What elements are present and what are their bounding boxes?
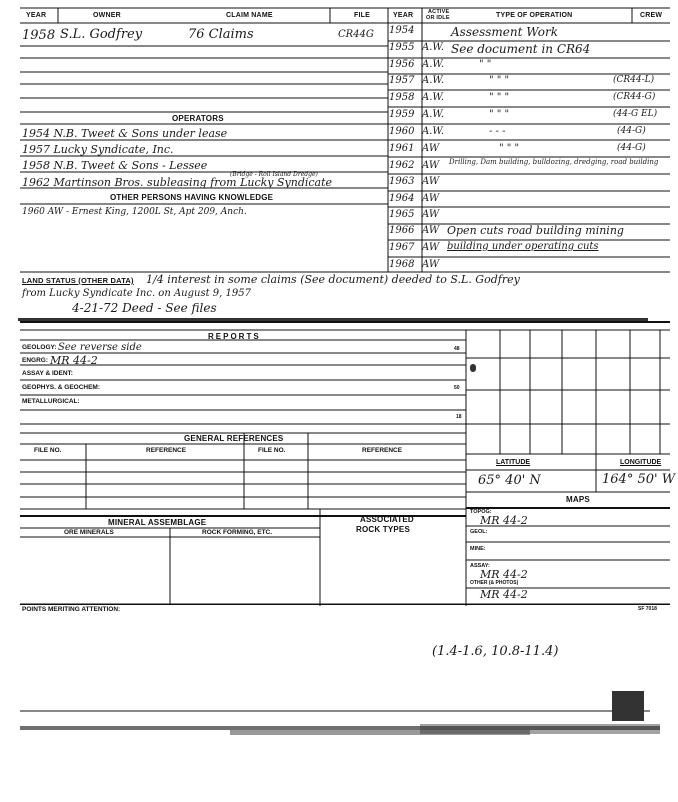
- activity-year: 1967: [389, 242, 415, 253]
- activity-crew: (44-G EL): [613, 109, 658, 119]
- longitude-label: LONGITUDE: [620, 459, 662, 466]
- geol-label: GEOL:: [470, 529, 488, 535]
- other-photos-value: MR 44-2: [480, 588, 528, 601]
- other-persons-title: OTHER PERSONS HAVING KNOWLEDGE: [110, 193, 274, 202]
- activity-year: 1954: [389, 25, 415, 36]
- activity-status: AW: [422, 143, 440, 154]
- activity-status: AW: [422, 176, 440, 187]
- activity-type: " ": [479, 59, 492, 70]
- activity-type: " " ": [489, 109, 510, 120]
- associated-title: ASSOCIATED: [360, 515, 414, 524]
- engrg-value: MR 44-2: [50, 354, 98, 367]
- activity-status: AW: [422, 160, 440, 171]
- activity-status: AW: [422, 242, 440, 253]
- owner-year: 1958: [22, 28, 56, 43]
- activity-year: 1964: [389, 193, 415, 204]
- assay-label: ASSAY & IDENT:: [22, 370, 73, 377]
- activity-year: 1958: [389, 92, 415, 103]
- operator-note: (Bridge - Roll Island Dredge): [230, 171, 318, 178]
- operator-3: 1958 N.B. Tweet & Sons - Lessee: [22, 159, 208, 172]
- activity-status: AW: [422, 209, 440, 220]
- activity-year: 1966: [389, 225, 415, 236]
- owner-name: S.L. Godfrey: [60, 27, 143, 42]
- header-crew: CREW: [640, 12, 663, 19]
- activity-status: A.W.: [422, 109, 445, 120]
- latitude-label: LATITUDE: [496, 459, 531, 466]
- header-or-idle: OR IDLE: [426, 15, 450, 21]
- maps-label: MAPS: [566, 495, 590, 504]
- activity-type: Drilling, Dam building, bulldozing, dredging, road building: [449, 158, 659, 166]
- activity-year: 1961: [389, 143, 415, 154]
- general-references-title: GENERAL REFERENCES: [184, 434, 284, 443]
- header-file: FILE: [354, 12, 370, 19]
- assay-number: 50: [454, 385, 460, 391]
- geology-label: GEOLOGY:: [22, 344, 57, 351]
- metallurgical-number: 18: [456, 414, 462, 420]
- activity-type: Open cuts road building mining: [447, 224, 624, 237]
- header-year: YEAR: [26, 12, 47, 19]
- longitude-value: 164° 50' W: [602, 472, 676, 487]
- owner-file: CR44G: [338, 29, 374, 40]
- activity-type: Assessment Work: [451, 25, 558, 39]
- activity-year: 1955: [389, 42, 415, 53]
- activity-status: AW: [422, 225, 440, 236]
- land-status-label: LAND STATUS (OTHER DATA): [22, 276, 134, 285]
- activity-status: A.W.: [422, 42, 445, 53]
- general-ref-reference-2: REFERENCE: [362, 447, 403, 454]
- general-ref-file-no-2: FILE NO.: [258, 447, 286, 454]
- ore-minerals-label: ORE MINERALS: [64, 529, 114, 536]
- metallurgical-label: METALLURGICAL:: [22, 398, 80, 405]
- activity-type: - - -: [489, 126, 506, 137]
- assay-map-label: ASSAY:: [470, 563, 490, 569]
- rock-forming-label: ROCK FORMING, ETC.: [202, 529, 273, 536]
- other-photos-label: OTHER (& PHOTOS): [470, 580, 519, 586]
- land-status-line2: from Lucky Syndicate Inc. on August 9, 1957: [22, 288, 251, 299]
- latitude-value: 65° 40' N: [478, 473, 541, 488]
- activity-year: 1968: [389, 259, 415, 270]
- general-ref-file-no: FILE NO.: [34, 447, 62, 454]
- header-active: ACTIVE: [428, 9, 450, 15]
- form-number: SF 7018: [638, 606, 657, 612]
- rock-types-title: ROCK TYPES: [356, 525, 411, 534]
- activity-status: A.W.: [422, 75, 445, 86]
- reports-title: REPORTS: [208, 332, 261, 341]
- header-year2: YEAR: [393, 12, 414, 19]
- activity-status: A.W.: [422, 59, 445, 70]
- operator-4: 1962 Martinson Bros. subleasing from Lucky Syndicate: [22, 176, 333, 189]
- activity-type: " " ": [499, 143, 520, 154]
- points-meriting-label: POINTS MERITING ATTENTION:: [22, 606, 121, 613]
- activity-type: See document in CR64: [451, 42, 591, 56]
- header-owner: OWNER: [93, 12, 121, 19]
- engrg-label: ENGRG:: [22, 357, 48, 364]
- assay-map-value: MR 44-2: [480, 568, 528, 581]
- activity-year: 1965: [389, 209, 415, 220]
- land-status-line1: 1/4 interest in some claims (See document) deeded to S.L. Godfrey: [146, 273, 520, 286]
- geology-number: 48: [454, 346, 460, 352]
- header-type-of-operation: TYPE OF OPERATION: [496, 12, 573, 19]
- activity-crew: (44-G): [617, 143, 646, 153]
- activity-year: 1960: [389, 126, 415, 137]
- activity-year: 1962: [389, 160, 415, 171]
- geophys-label: GEOPHYS. & GEOCHEM:: [22, 384, 101, 391]
- activity-year: 1957: [389, 75, 415, 86]
- activity-status: AW: [422, 193, 440, 204]
- operators-title: OPERATORS: [172, 114, 224, 123]
- activity-crew: (44-G): [617, 126, 646, 136]
- other-persons-entry: 1960 AW - Ernest King, 1200L St, Apt 209, Anch.: [22, 207, 247, 217]
- owner-claim: 76 Claims: [188, 27, 254, 42]
- activity-year: 1963: [389, 176, 415, 187]
- topog-value: MR 44-2: [480, 514, 528, 527]
- activity-type: building under operating cuts: [447, 241, 599, 252]
- operator-2: 1957 Lucky Syndicate, Inc.: [22, 143, 174, 156]
- header-claim-name: CLAIM NAME: [226, 12, 273, 19]
- activity-crew: (CR44-G): [613, 92, 656, 102]
- activity-year: 1956: [389, 59, 415, 70]
- activity-type: " " ": [489, 75, 510, 86]
- activity-status: AW: [422, 259, 440, 270]
- operator-1: 1954 N.B. Tweet & Sons under lease: [22, 127, 228, 140]
- topog-label: TOPOG:: [470, 509, 492, 515]
- land-status-line3: 4-21-72 Deed - See files: [72, 301, 217, 315]
- activity-type: " " ": [489, 92, 510, 103]
- activity-status: A.W.: [422, 126, 445, 137]
- mine-label: MINE:: [470, 546, 486, 552]
- activity-status: A.W.: [422, 92, 445, 103]
- mineral-assemblage-title: MINERAL ASSEMBLAGE: [108, 518, 207, 527]
- points-coords: (1.4-1.6, 10.8-11.4): [432, 644, 559, 659]
- geology-value: See reverse side: [58, 342, 142, 353]
- general-ref-reference: REFERENCE: [146, 447, 187, 454]
- activity-year: 1959: [389, 109, 415, 120]
- activity-crew: (CR44-L): [613, 75, 655, 85]
